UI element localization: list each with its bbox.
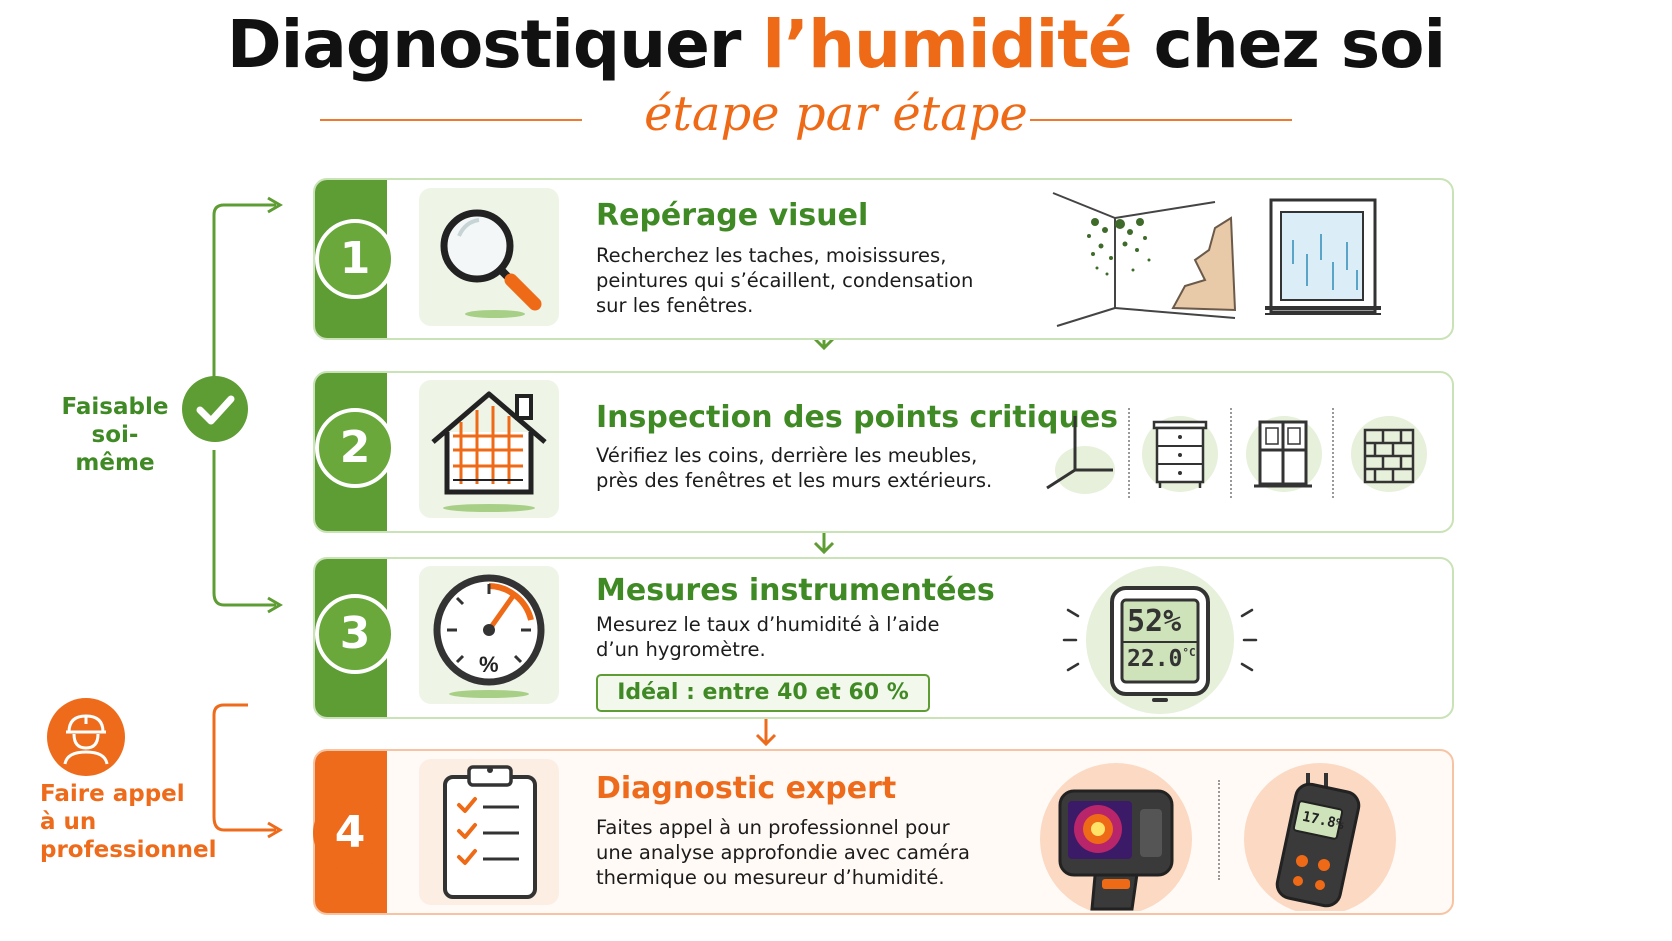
clipboard-icon — [419, 759, 559, 905]
hygrometer-humidity: 52% — [1127, 604, 1182, 639]
step-description — [596, 443, 992, 493]
meter-reading: 17.8% — [1300, 808, 1346, 834]
brick-wall-icon — [1349, 414, 1429, 494]
condensation-window-icon — [1263, 190, 1383, 328]
title-part2: chez soi — [1131, 6, 1446, 83]
check-icon — [182, 376, 248, 442]
window-icon — [1244, 414, 1324, 494]
step-number: 2 — [315, 408, 395, 488]
step-title: Diagnostic expert — [596, 771, 897, 806]
step-line: une analyse approfondie avec caméra — [596, 841, 970, 864]
page-title — [0, 6, 1672, 83]
step-number: 3 — [315, 594, 395, 674]
gauge-icon — [419, 566, 559, 704]
title-highlight: l’humidité — [762, 6, 1132, 83]
divider — [1332, 408, 1334, 498]
mold-corner-icon — [1045, 188, 1245, 328]
step-line: Mesurez le taux d’humidité à l’aide — [596, 613, 940, 636]
step-description — [596, 612, 940, 662]
magnifier-icon — [419, 188, 559, 326]
divider — [1230, 408, 1232, 498]
step-line: d’un hygromètre. — [596, 638, 766, 661]
title-part1: Diagnostiquer — [226, 6, 763, 83]
step-line: sur les fenêtres. — [596, 294, 754, 317]
pro-label-line3: professionnel — [40, 837, 217, 863]
pro-label — [40, 780, 217, 864]
step-line: Faites appel à un professionnel pour — [596, 816, 950, 839]
moisture-meter-icon — [1240, 761, 1400, 911]
thermal-camera-icon — [1036, 761, 1196, 911]
hygrometer-temperature — [1127, 646, 1196, 672]
diy-label-line2: soi-même — [75, 422, 155, 476]
divider — [1128, 408, 1130, 498]
worker-icon — [47, 698, 125, 776]
step-description — [596, 815, 970, 890]
subtitle-rule-right — [1030, 119, 1292, 121]
pro-label-line1: Faire appel — [40, 781, 185, 807]
corner-icon — [1045, 410, 1115, 494]
step-number: 4 — [313, 796, 387, 870]
gauge-label: % — [479, 652, 499, 677]
step-number: 1 — [315, 219, 395, 299]
step-line: près des fenêtres et les murs extérieurs. — [596, 469, 993, 492]
house-grid-icon — [419, 380, 559, 518]
ideal-range-badge: Idéal : entre 40 et 60 % — [596, 674, 930, 712]
step-title: Mesures instrumentées — [596, 573, 995, 608]
step-line: thermique ou mesureur d’humidité. — [596, 866, 945, 889]
step-title: Repérage visuel — [596, 198, 869, 233]
step-title: Inspection des points critiques — [596, 400, 1119, 435]
diy-label — [60, 393, 170, 477]
hygrometer-icon — [1060, 566, 1260, 716]
step-line: Vérifiez les coins, derrière les meubles, — [596, 444, 978, 467]
temperature-unit: °C — [1182, 646, 1196, 659]
step-line: peintures qui s’écaillent, condensation — [596, 269, 974, 292]
page-subtitle: étape par étape — [644, 86, 1028, 142]
down-arrow-icon — [754, 716, 778, 748]
pro-label-line2: à un — [40, 809, 97, 835]
temperature-value: 22.0 — [1127, 646, 1183, 672]
dresser-icon — [1140, 414, 1220, 494]
step-line: Recherchez les taches, moisissures, — [596, 244, 947, 267]
divider — [1218, 780, 1220, 880]
diy-label-line1: Faisable — [61, 394, 169, 420]
step-description — [596, 243, 973, 318]
